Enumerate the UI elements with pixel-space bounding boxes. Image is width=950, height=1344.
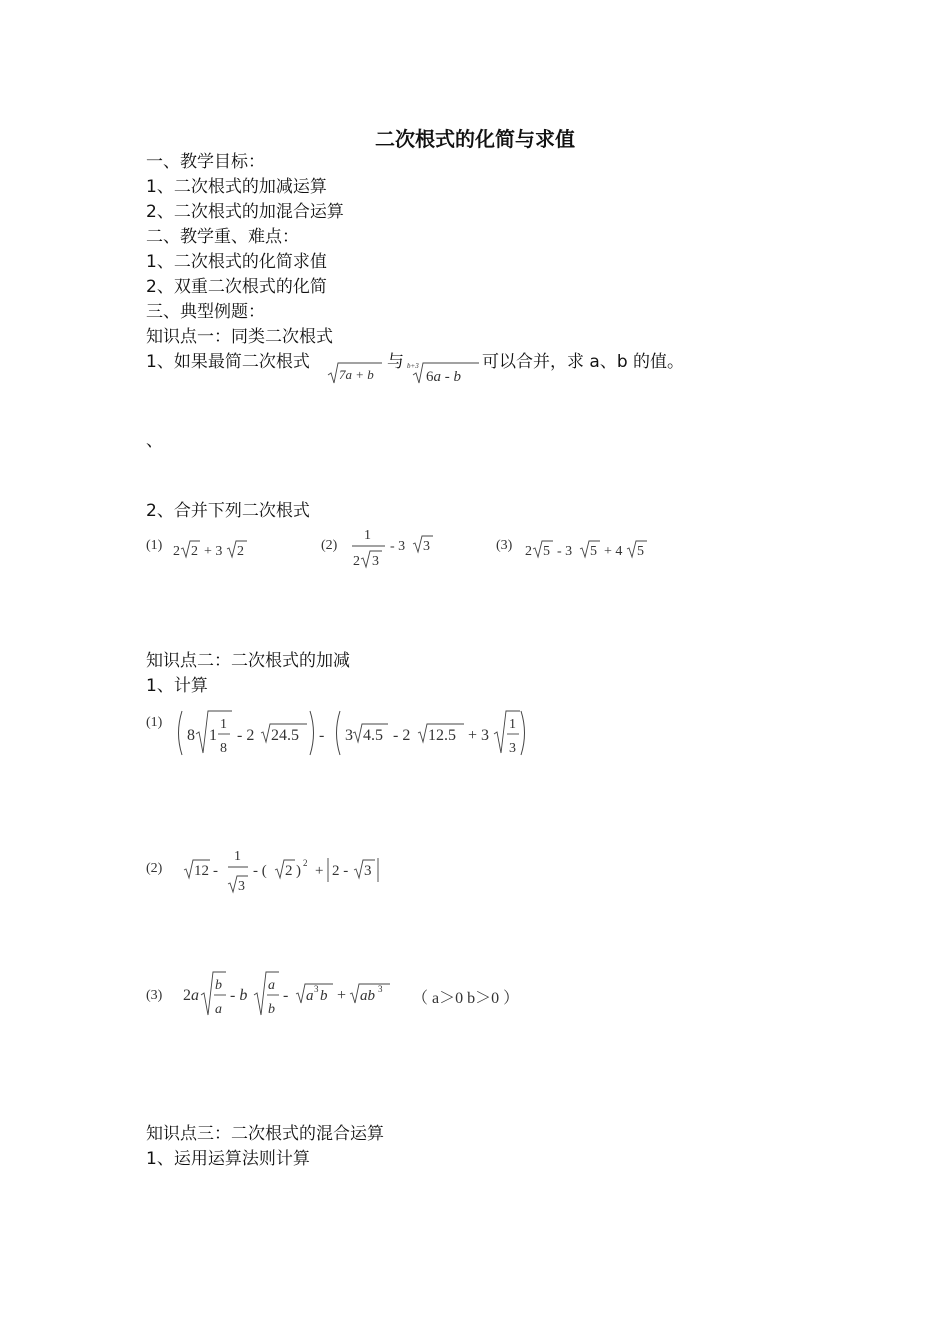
svg-text:1: 1 (234, 849, 241, 864)
svg-text:b: b (320, 988, 328, 1004)
knowledge-point-2-heading: 知识点二：二次根式的加减 (146, 651, 350, 671)
svg-text:1: 1 (364, 528, 371, 543)
svg-text:8: 8 (187, 727, 195, 744)
svg-text:2: 2 (525, 544, 532, 559)
formula-sqrt-7a-plus-b (326, 356, 386, 391)
k1-label-1: (1) (146, 538, 163, 553)
svg-text:2 -: 2 - (332, 863, 349, 879)
k1-question-1-suffix: 可以合并，求 a、b 的值。 (482, 352, 685, 372)
svg-text:+ 3: + 3 (468, 727, 490, 744)
svg-text:3: 3 (423, 539, 430, 554)
formula-k2-expression-3 (182, 968, 398, 1027)
svg-text:-: - (283, 987, 289, 1004)
svg-text:-: - (319, 727, 325, 744)
svg-text:3: 3 (509, 741, 516, 756)
svg-text:3: 3 (314, 984, 319, 994)
svg-text:2: 2 (237, 544, 244, 559)
formula-1-over-2sqrt3-minus-3sqrt3 (349, 524, 441, 577)
svg-text:- 3: - 3 (557, 544, 573, 559)
document-title: 二次根式的化简与求值 (375, 127, 575, 151)
svg-text:- 3: - 3 (390, 539, 406, 554)
goal-item-2: 2、二次根式的加混合运算 (146, 202, 344, 222)
knowledge-point-3-heading: 知识点三：二次根式的混合运算 (146, 1124, 384, 1144)
svg-text:1: 1 (220, 717, 227, 732)
svg-text:- 2: - 2 (393, 727, 411, 744)
k1-question-1-prefix: 1、如果最简二次根式 (146, 352, 310, 372)
svg-text:24.5: 24.5 (271, 727, 299, 744)
svg-text:12: 12 (194, 863, 209, 879)
k2-question-1: 1、计算 (146, 676, 208, 696)
svg-text:5: 5 (543, 544, 550, 559)
k2-label-1: (1) (146, 715, 163, 730)
svg-text:2: 2 (303, 858, 308, 868)
formula-2sqrt5-minus-3sqrt5-plus-4sqrt5 (524, 536, 658, 567)
svg-text:5: 5 (637, 544, 644, 559)
svg-text:+ 3: + 3 (204, 544, 223, 559)
section-key-points: 二、教学重、难点： (146, 227, 299, 247)
key-point-1: 1、二次根式的化简求值 (146, 252, 327, 272)
svg-text:- b: - b (230, 987, 248, 1004)
key-point-2: 2、双重二次根式的化简 (146, 277, 327, 297)
k2-label-3: (3) (146, 988, 163, 1003)
knowledge-point-1-heading: 知识点一：同类二次根式 (146, 327, 333, 347)
svg-text:+: + (337, 987, 347, 1004)
goal-item-1: 1、二次根式的加减运算 (146, 177, 327, 197)
svg-text:): ) (296, 863, 301, 879)
svg-text:a: a (268, 978, 275, 993)
k2-condition: （ a＞0 b＞0 ） (412, 990, 520, 1007)
svg-text:12.5: 12.5 (428, 727, 456, 744)
svg-text:b+3: b+3 (407, 362, 419, 370)
svg-text:ab: ab (360, 988, 375, 1004)
svg-text:4.5: 4.5 (363, 727, 383, 744)
svg-text:b: b (268, 1002, 275, 1017)
svg-text:3: 3 (345, 727, 353, 744)
svg-text:1: 1 (509, 717, 516, 732)
svg-text:7a + b: 7a + b (339, 367, 374, 382)
formula-k2-expression-2 (182, 846, 388, 901)
svg-text:b: b (215, 978, 222, 993)
svg-text:2a: 2a (183, 987, 199, 1004)
svg-text:3: 3 (238, 879, 245, 894)
svg-text:5: 5 (590, 544, 597, 559)
svg-text:3: 3 (372, 554, 379, 569)
svg-text:+ 4: + 4 (604, 544, 623, 559)
formula-k2-expression-1 (174, 707, 530, 766)
svg-text:8: 8 (220, 741, 227, 756)
svg-text:- (: - ( (253, 863, 267, 879)
formula-2sqrt2-plus-3sqrt2 (172, 536, 254, 567)
svg-text:2: 2 (191, 544, 198, 559)
section-examples: 三、典型例题： (146, 302, 265, 322)
svg-text:-: - (213, 863, 218, 879)
svg-text:a: a (215, 1002, 222, 1017)
k2-label-2: (2) (146, 861, 163, 876)
k1-label-3: (3) (496, 538, 513, 553)
svg-text:1: 1 (209, 727, 217, 744)
section-teaching-goals: 一、教学目标： (146, 152, 265, 172)
svg-text:2: 2 (285, 863, 293, 879)
k1-label-2: (2) (321, 538, 338, 553)
svg-text:- 2: - 2 (237, 727, 255, 744)
svg-text:a: a (306, 988, 314, 1004)
svg-text:2: 2 (173, 544, 180, 559)
formula-nth-root-6a-minus-b (405, 356, 483, 391)
svg-text:3: 3 (364, 863, 372, 879)
k1-question-2: 2、合并下列二次根式 (146, 501, 310, 521)
stray-mark: 、 (146, 431, 163, 451)
k3-question-1: 1、运用运算法则计算 (146, 1149, 310, 1169)
k1-question-1-and: 与 (387, 352, 404, 372)
svg-text:+: + (315, 863, 324, 879)
svg-text:3: 3 (378, 984, 383, 994)
svg-text:6a - b: 6a - b (426, 369, 461, 385)
svg-text:2: 2 (353, 554, 360, 569)
